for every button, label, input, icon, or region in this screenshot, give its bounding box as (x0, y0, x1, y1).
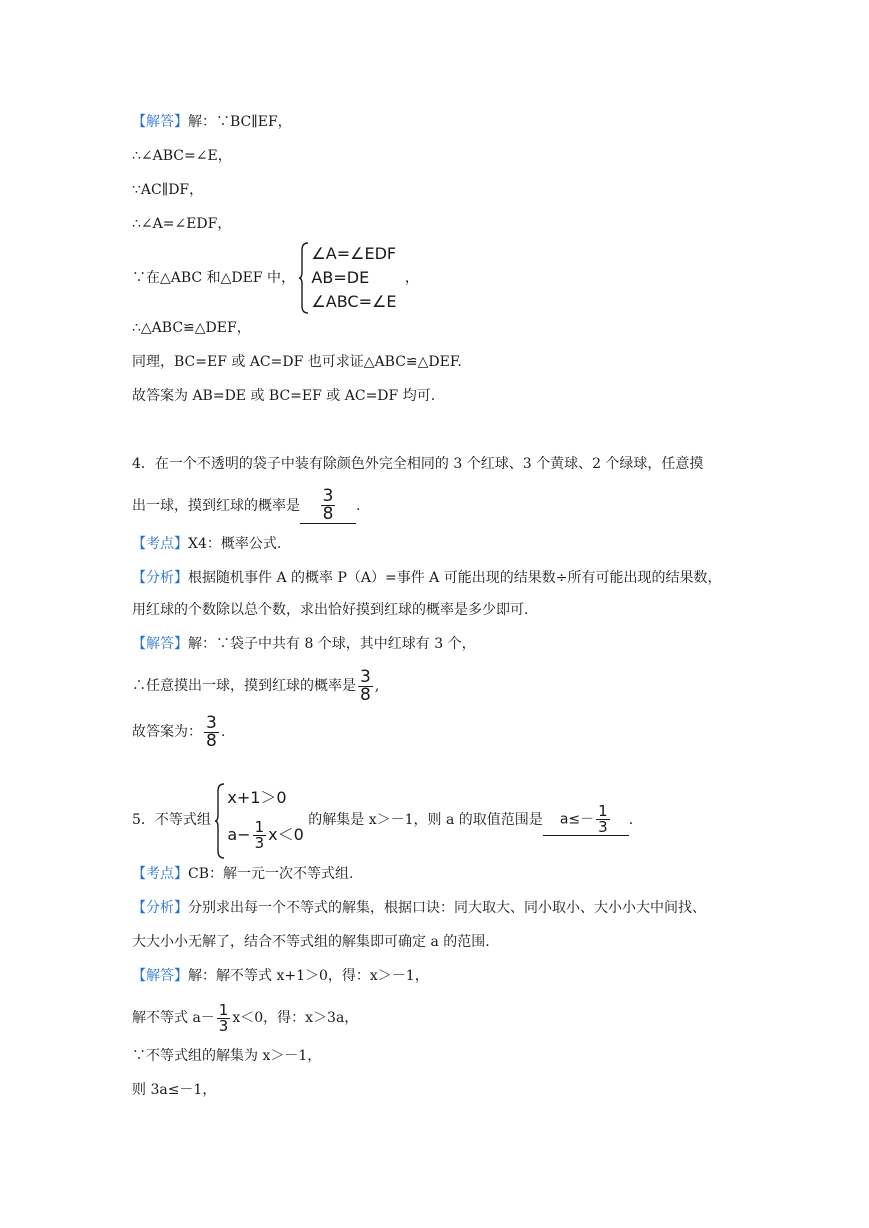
q4-kaodian (132, 534, 281, 554)
solution-line-1 (132, 112, 292, 132)
question-4-line-2-prefix: 出一球，摸到红球的概率是 (132, 498, 300, 514)
solution-line-5-prefix: ∵在△ABC 和△DEF 中， (132, 270, 295, 286)
question-5-suffix: . (628, 812, 634, 828)
solution-line-6: ∴△ABC≌△DEF， (132, 320, 251, 336)
solution-line-7: 同理，BC=EF 或 AC=DF 也可求证△ABC≌△DEF. (132, 354, 462, 370)
fraction-numerator: 1 (254, 818, 265, 836)
system-row-1: ∠A=∠EDF (311, 244, 397, 263)
fraction-denominator: 8 (206, 730, 217, 751)
solution-text: 解：∵BC∥EF， (188, 114, 292, 130)
fraction-denominator: 3 (254, 834, 265, 852)
q5-jieda-3: ∵不等式组的解集为 x＞－1， (132, 1048, 322, 1064)
solution-line-2: ∴∠ABC=∠E， (132, 148, 232, 164)
q4-jieda-3 (132, 710, 225, 754)
question-5-prefix: 5．不等式组 (132, 812, 211, 828)
fraction-denominator: 3 (598, 818, 608, 836)
fraction-denominator: 8 (360, 684, 371, 705)
probability-fraction (358, 666, 373, 705)
fraction-numerator: 1 (598, 802, 608, 820)
question-5-middle: 的解集是 x＞－1，则 a 的取值范围是 (308, 812, 543, 828)
question-5-line-1 (132, 782, 633, 858)
fenxi-text: 分别求出每一个不等式的解集，根据口诀：同大取大、同小取小、大小小大中间找、 (188, 900, 706, 916)
inequality-fraction (253, 820, 267, 851)
q5-jieda-2 (132, 996, 358, 1040)
kaodian-text: X4：概率公式. (188, 536, 282, 552)
answer-blank (300, 488, 356, 524)
kaodian-tag: 【考点】 (132, 536, 188, 552)
solution-line-5 (132, 242, 419, 314)
jieda-tag: 【解答】 (132, 968, 188, 984)
inequality-row-2-b: x＜0 (268, 825, 304, 844)
q4-fenxi-2: 用红球的个数除以总个数，求出恰好摸到红球的概率是多少即可. (132, 602, 529, 618)
q5-fenxi-1 (132, 898, 706, 918)
q4-jieda-2 (132, 664, 379, 708)
fraction-denominator: 8 (322, 504, 334, 524)
fraction-numerator: 3 (360, 666, 371, 687)
q5-fenxi-2: 大大小小无解了，结合不等式组的解集即可确定 a 的范围. (132, 934, 490, 950)
fraction-numerator: 1 (218, 1000, 229, 1019)
question-4-line-1: 4．在一个不透明的袋子中装有除颜色外完全相同的 3 个红球、3 个黄球、2 个绿球，任意摸 (132, 456, 704, 472)
inequality-row-1: x+1＞0 (227, 788, 287, 807)
jieda-2-suffix: x＜0，得：x＞3a， (232, 1010, 359, 1026)
solution-line-8: 故答案为 AB=DE 或 BC=EF 或 AC=DF 均可. (132, 388, 436, 404)
equation-system (299, 242, 396, 314)
left-brace-icon (299, 242, 309, 314)
solution-tag: 【解答】 (132, 114, 188, 130)
answer-text: a≤－ (559, 811, 595, 828)
left-brace-icon (215, 783, 225, 859)
jieda-3-suffix: . (220, 724, 226, 740)
jieda-text: 解：∵袋子中共有 8 个球，其中红球有 3 个， (188, 636, 476, 652)
fenxi-tag: 【分析】 (132, 570, 188, 586)
q5-jieda-1 (132, 966, 429, 986)
answer-fraction (596, 804, 610, 835)
solution-line-4: ∴∠A=∠EDF， (132, 216, 232, 232)
jieda-fraction (217, 1000, 231, 1035)
kaodian-text: CB：解一元一次不等式组. (188, 866, 354, 882)
inequality-row-2 (227, 813, 303, 857)
fraction-denominator: 3 (218, 1016, 229, 1035)
q5-kaodian (132, 864, 353, 884)
inequality-system (215, 783, 303, 857)
kaodian-tag: 【考点】 (132, 866, 188, 882)
question-4-line-2-suffix: . (356, 498, 361, 514)
system-row-3: ∠ABC=∠E (311, 292, 397, 311)
answer-blank (543, 804, 629, 836)
q4-jieda-1 (132, 634, 476, 654)
fenxi-text: 根据随机事件 A 的概率 P（A）=事件 A 可能出现的结果数÷所有可能出现的结果数， (188, 570, 722, 586)
jieda-2-prefix: ∴任意摸出一球，摸到红球的概率是 (132, 678, 356, 694)
solution-line-5-suffix: ， (404, 270, 419, 286)
fenxi-tag: 【分析】 (132, 900, 188, 916)
q5-jieda-4: 则 3a≤－1， (132, 1082, 217, 1098)
jieda-2-prefix: 解不等式 a－ (132, 1010, 215, 1026)
jieda-tag: 【解答】 (132, 636, 188, 652)
system-row-2: AB=DE (311, 268, 370, 287)
fraction-numerator: 3 (206, 712, 217, 733)
q4-fenxi-1 (132, 568, 721, 588)
fraction-numerator: 3 (322, 486, 334, 506)
jieda-2-suffix: , (374, 678, 380, 694)
jieda-text: 解：解不等式 x+1＞0，得：x＞－1， (188, 968, 429, 984)
solution-line-3: ∵AC∥DF， (132, 182, 204, 198)
jieda-3-prefix: 故答案为： (132, 724, 202, 740)
answer-fraction (321, 488, 336, 523)
question-4-line-2 (132, 486, 360, 526)
inequality-row-2-a: a− (227, 825, 251, 844)
answer-fraction-2 (204, 712, 219, 751)
